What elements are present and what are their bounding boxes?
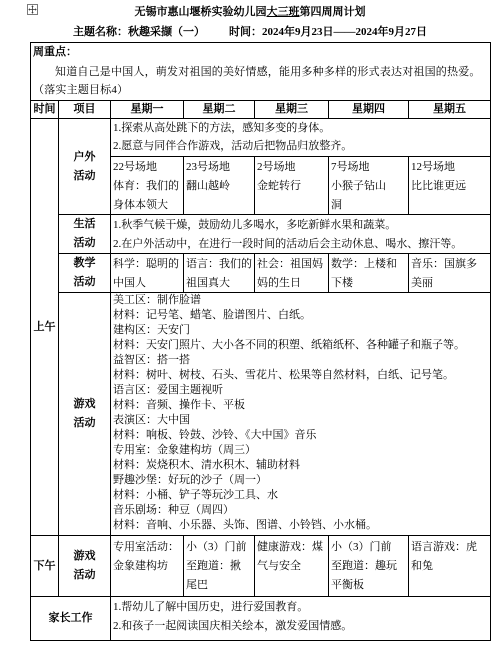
header-time: 时间 (33, 103, 56, 115)
teaching-day-friday: 音乐：国旗多 美丽 (408, 253, 491, 293)
afternoon-game-wednesday: 健康游戏：煤 气与安全 (254, 535, 329, 597)
life-activity-label-cell (58, 214, 111, 254)
title-class-name: 大三班 (266, 6, 300, 18)
morning-cell (30, 118, 59, 536)
teaching-day-thursday: 数学：上楼和 下楼 (328, 253, 409, 293)
header-day-monday-cell (110, 100, 184, 119)
outdoor-day-wednesday: 2号场地 金蛇转行 (254, 156, 329, 215)
game-activity-label-cell (58, 292, 111, 536)
header-day-tuesday-cell (183, 100, 255, 119)
parent-work-cell (110, 596, 491, 641)
header-day-tuesday: 星期二 (202, 103, 236, 115)
theme-name: 主题名称：秋趣采撷（一） (73, 26, 205, 38)
game-area-materials: 材料：音响、小乐器、头饰、图谱、小铃铛、小水桶。 (113, 519, 377, 531)
plan-date-range: 时间：2024年9月23日——2024年9月27日 (229, 26, 427, 38)
teaching-day-monday: 科学：聪明的 中国人 (110, 253, 184, 293)
game-area-title: 表演区：大中国 (113, 414, 190, 426)
life-activity-item: 2.在户外活动中，在进行一段时间的活动后会主动休息、喝水、擦汗等。 (113, 238, 463, 250)
game-area-title: 美工区：制作脸谱 (113, 294, 201, 306)
title-week-plan: 第四周周计划 (299, 6, 366, 18)
outdoor-goals-cell (110, 118, 491, 157)
teaching-day-wednesday: 社会：祖国妈 妈的生日 (254, 253, 329, 293)
game-area-title: 野趣沙堡：好玩的沙子（周一） (113, 474, 267, 486)
afternoon-game-tuesday: 小（3）门前 至跑道：揪 尾巴 (183, 535, 255, 597)
outdoor-activity-label: 户外活动 (73, 150, 96, 182)
header-item: 项目 (73, 103, 96, 115)
outdoor-day-friday: 12号场地 比比谁更远 (408, 156, 491, 215)
game-area-title: 语言区：爱国主题视听 (113, 384, 223, 396)
afternoon-game-friday: 语言游戏：虎 和兔 (408, 535, 491, 597)
outdoor-goal-item: 1.探索从高处跳下的方法，感知多变的身体。 (113, 122, 331, 134)
parent-work-label: 家长工作 (48, 612, 93, 624)
header-day-thursday: 星期四 (352, 103, 385, 115)
afternoon-game-monday: 专用室活动： 金象建构坊 (110, 535, 184, 597)
outdoor-activity-label-cell (58, 118, 111, 215)
life-activity-cell (110, 214, 491, 254)
outdoor-day-monday: 22号场地 体育：我们的 身体本领大 (110, 156, 184, 215)
game-area-materials: 材料：记号笔、蜡笔、脸谱图片、白纸。 (113, 309, 311, 321)
teaching-day-tuesday: 语言：我们的 祖国真大 (183, 253, 255, 293)
afternoon-game-thursday: 小（3）门前 至跑道：趣玩 平衡板 (328, 535, 409, 597)
header-day-friday: 星期五 (433, 103, 466, 115)
weekly-focus-label: 周重点： (33, 46, 77, 58)
life-activity-label: 生活活动 (73, 218, 96, 249)
header-day-friday-cell (408, 100, 491, 119)
afternoon-game-label-cell (58, 535, 111, 597)
life-activity-item: 1.秋季气候干燥，鼓励幼儿多喝水，多吃新鲜水果和蔬菜。 (113, 219, 397, 231)
game-area-materials: 材料：响板、铃鼓、沙铃、《大中国》音乐 (113, 429, 317, 441)
game-activity-label: 游戏活动 (73, 398, 96, 429)
teaching-activity-label-cell (58, 253, 111, 293)
outdoor-goal-item: 2.愿意与同伴合作游戏，活动后把物品归放整齐。 (113, 140, 353, 152)
header-day-wednesday-cell (254, 100, 329, 119)
parent-work-label-cell (30, 596, 111, 641)
game-area-title: 专用室：金象建构坊（周三） (113, 444, 256, 456)
game-area-materials: 材料：小桶、铲子等玩沙工具、水 (113, 489, 278, 501)
afternoon-game-label: 游戏活动 (73, 550, 96, 581)
game-area-title: 建构区：天安门 (113, 324, 190, 336)
parent-work-item: 1.帮幼儿了解中国历史，进行爱国教育。 (113, 601, 309, 613)
header-day-wednesday: 星期三 (275, 103, 308, 115)
header-time-cell (30, 100, 59, 119)
teaching-activity-label: 教学活动 (73, 257, 96, 288)
game-area-materials: 材料：音频、操作卡、平板 (113, 399, 245, 411)
game-area-title: 益智区：搭一搭 (113, 354, 190, 366)
outdoor-day-thursday: 7号场地 小猴子钻山 洞 (328, 156, 409, 215)
game-area-materials: 材料：天安门照片、大小各不同的积塑、纸箱纸杯、各种罐子和瓶子等。 (113, 339, 465, 351)
game-activity-cell (110, 292, 491, 536)
afternoon-label: 下午 (33, 559, 56, 572)
parent-work-item: 2.和孩子一起阅读国庆相关绘本，激发爱国情感。 (113, 620, 353, 632)
afternoon-cell (30, 535, 59, 597)
title-school: 无锡市惠山堰桥实验幼儿园 (134, 6, 267, 18)
header-day-thursday-cell (328, 100, 409, 119)
weekly-focus-text: 知道自己是中国人，萌发对祖国的美好情感，能用多种多样的形式表达对祖国的热爱。 （落实主题目标4） (33, 66, 481, 96)
game-area-title: 音乐剧场：种豆（周四） (113, 504, 234, 516)
game-area-materials: 材料：树叶、树枝、石头、雪花片、松果等自然材料，白纸、记号笔。 (113, 369, 454, 381)
header-item-cell (58, 100, 111, 119)
game-area-materials: 材料：炭烧积木、清水积木、辅助材料 (113, 459, 300, 471)
weekly-focus-cell (30, 42, 491, 101)
header-day-monday: 星期一 (130, 103, 164, 115)
morning-label: 上午 (33, 320, 56, 333)
outdoor-day-tuesday: 23号场地 翻山越岭 (183, 156, 255, 215)
